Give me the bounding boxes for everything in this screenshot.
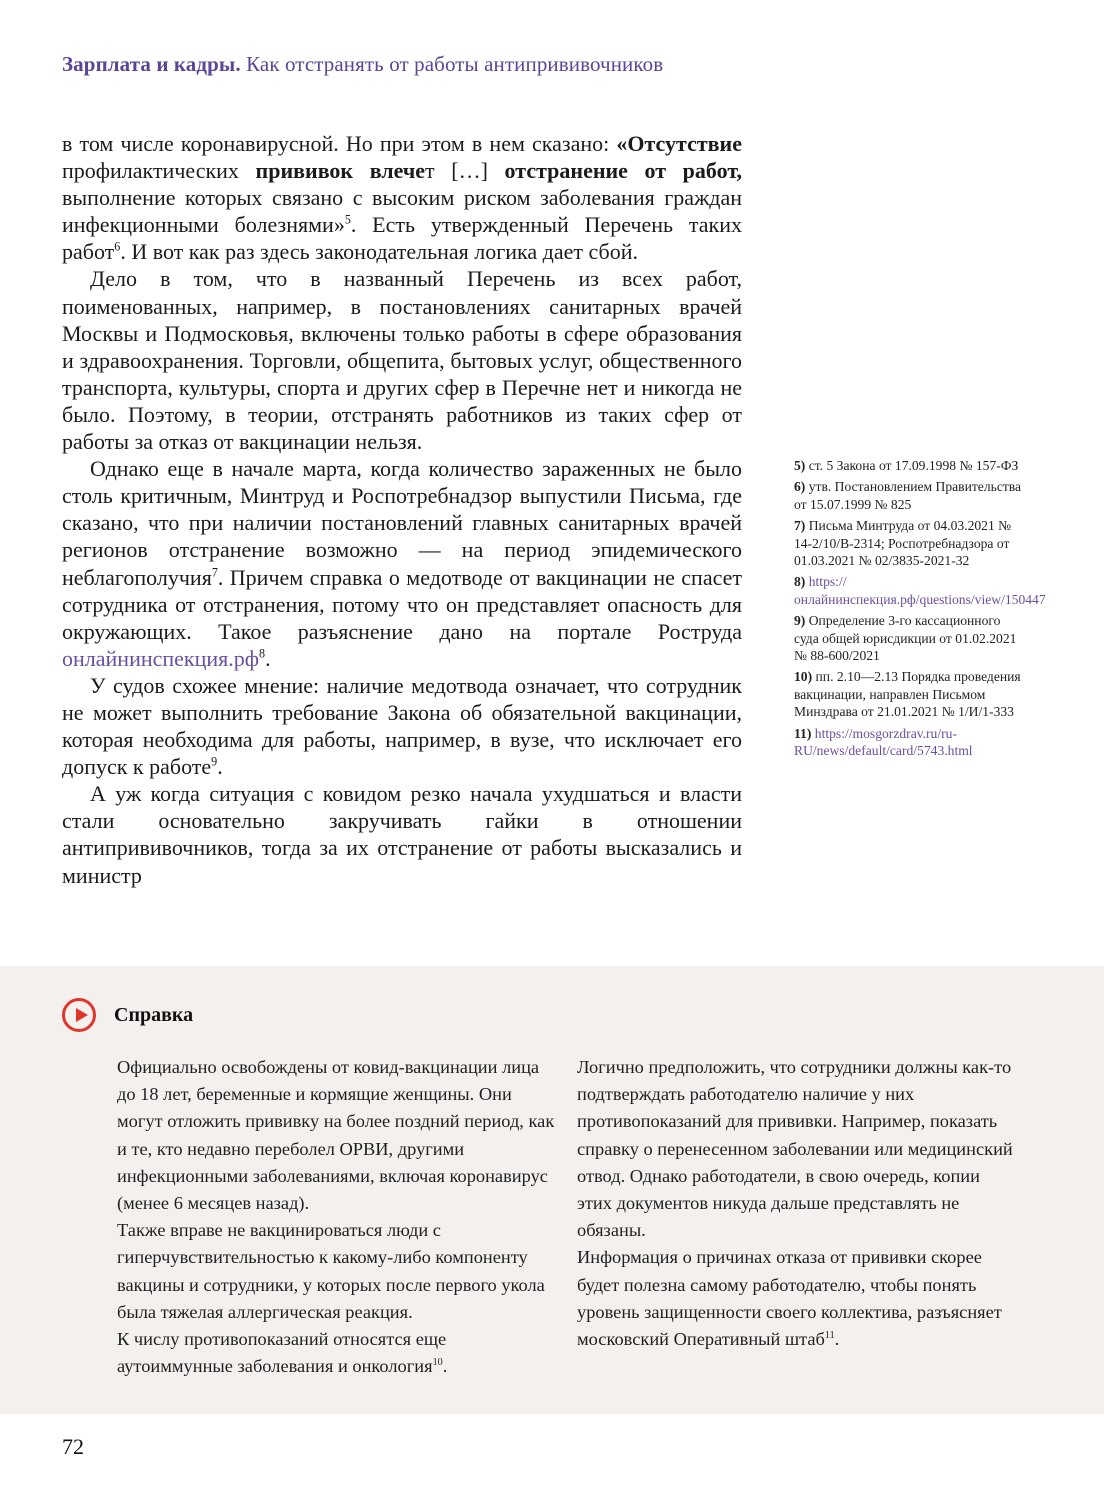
callout-title: Справка: [114, 1003, 194, 1026]
bold-quote: отстранение от работ,: [504, 158, 742, 184]
callout-column-right: [577, 1054, 1017, 1353]
bold-quote: «Отсутствие: [616, 131, 742, 156]
paragraph: Дело в том, что в названный Перечень из всех работ, поименованных, например, в постановлениях санитарных врачей Москвы и Подмосковья, включены только работы в сфере образования и здравоохранения. Торговли, общепита, бытовых услуг, общественного транспорта, культуры, спорта и других сфер в Перечне нет и никогда не было. Поэтому, в теории, отстранять работников из таких сфер от работы за отказ от вакцинации нельзя.: [62, 266, 742, 455]
text: .: [217, 754, 223, 780]
footnote-number: 6): [794, 479, 806, 495]
page-number: 72: [62, 1434, 84, 1459]
text: .: [834, 1329, 840, 1350]
footnote-5: [794, 457, 1024, 474]
footnote-text: утв. Постановлением Правительства от 15.07.1999 № 825: [794, 479, 1022, 512]
text: Однако еще в начале марта, когда количество зараженных не было столь критичным, Минтруд и Роспотребнадзор выпустили Письма, где сказано, что при наличии постановлений главных санитарных врачей регионов отстранение возможно — на период эпидемического неблагополучия: [62, 456, 742, 590]
footnote-text: Письма Минтруда от 04.03.2021 № 14-2/10/В-2314; Роспотребнадзора от 01.03.2021 № 02/3835-2021-32: [794, 518, 1012, 569]
text: профилактических: [62, 158, 256, 184]
footnote-8: [794, 573, 1046, 608]
footnotes: [794, 457, 1046, 764]
running-head: [62, 52, 663, 77]
paragraph: [62, 130, 742, 265]
footnote-ref[interactable]: 5: [344, 212, 351, 227]
footnote-ref[interactable]: 10: [432, 1357, 443, 1369]
footnote-9: [794, 612, 1024, 664]
footnote-link[interactable]: https://онлайнинспекция.рф/questions/view/150447: [794, 574, 1046, 607]
callout-paragraph: [117, 1326, 557, 1380]
wavy-edge: [0, 960, 1104, 968]
article-body: [62, 130, 742, 889]
footnote-10: [794, 668, 1024, 720]
footnote-ref[interactable]: 6: [114, 240, 121, 255]
text: У судов схожее мнение: наличие медотвода означает, что сотрудник не может выполнить требование Закона об обязательной вакцинации, которая необходима для работы, например, в вузе, что исключает его допуск к работе: [62, 672, 742, 780]
footnote-text: пп. 2.10—2.13 Порядка проведения вакцинации, направлен Письмом Минздрава от 21.01.2021 № 1/И/1-333: [794, 669, 1021, 720]
text: . И вот как раз здесь законодательная логика дает сбой.: [120, 239, 638, 265]
footnote-number: 8): [794, 574, 806, 590]
text: т […]: [425, 158, 505, 184]
bold-quote: прививок влече: [255, 158, 426, 184]
footnote-text: Определение 3-го кассационного суда общей юрисдикции от 01.02.2021 № 88-600/2021: [794, 613, 1017, 664]
text: в том числе коронавирусной. Но при этом в нем сказано:: [62, 131, 617, 156]
footnote-7: [794, 517, 1024, 569]
text: К числу противопоказаний относятся еще аутоиммунные заболевания и онкология: [117, 1329, 447, 1377]
text: выполнение которых связано с высоким риском заболевания граждан инфекционными болезнями»: [62, 185, 742, 238]
footnote-text: ст. 5 Закона от 17.09.1998 № 157-ФЗ: [808, 458, 1019, 473]
portal-link[interactable]: онлайнинспекция.рф: [62, 645, 260, 671]
footnote-number: 5): [794, 458, 806, 473]
footnote-ref[interactable]: 9: [211, 754, 218, 769]
paragraph: [62, 455, 742, 672]
footnote-number: 10): [794, 669, 813, 685]
footnote-number: 11): [794, 725, 812, 741]
paragraph: [62, 672, 742, 780]
footnote-link[interactable]: https://mosgorzdrav.ru/ru-RU/news/default/card/5743.html: [794, 725, 973, 759]
footnote-ref[interactable]: 7: [211, 565, 218, 580]
callout-paragraph: [577, 1244, 1017, 1353]
text: Информация о причинах отказа от прививки скорее будет полезна самому работодателю, чтобы понять уровень защищенности своего коллектива, разъясняет московский Оперативный штаб: [577, 1247, 1002, 1350]
play-circle-icon: [62, 998, 96, 1032]
footnote-11: [794, 725, 1024, 760]
paragraph: А уж когда ситуация с ковидом резко начала ухудшаться и власти стали основательно закручивать гайки в отношении антипрививочников, тогда за их отстранение от работы высказались и министр: [62, 781, 742, 888]
callout-header: [62, 996, 193, 1034]
text: . Причем справка о медотводе от вакцинации не спасет сотрудника от отстранения, потому что он представляет опасность для окружающих. Такое разъяснение дано на портале Роструда: [62, 564, 742, 644]
callout-paragraph: Официально освобождены от ковид-вакцинации лица до 18 лет, беременные и кормящие женщины. Они могут отложить прививку на более поздний период, как и те, кто недавно переболел ОРВИ, другими инфекционными заболеваниями, включая коронавирус (менее 6 месяцев назад).: [117, 1057, 555, 1214]
footnote-6: [794, 478, 1024, 513]
callout-paragraph: Также вправе не вакцинироваться люди с гиперчувствительностью к какому-либо компоненту вакцины и сотрудники, у которых после первого укола была тяжелая аллергическая реакция.: [117, 1220, 545, 1322]
footnote-ref[interactable]: 8: [259, 646, 266, 661]
text: .: [442, 1356, 448, 1377]
info-callout: [0, 966, 1104, 1414]
article-title: Как отстранять от работы антипрививочников: [246, 52, 664, 76]
callout-column-left: [117, 1054, 557, 1380]
callout-paragraph: Логично предположить, что сотрудники должны как-то подтверждать работодателю наличие у них противопоказаний для прививки. Например, показать справку о перенесенном заболевании или медицинский отвод. Однако работодатели, в свою очередь, копии этих документов никуда дальше представлять не обязаны.: [577, 1057, 1013, 1241]
text: .: [265, 645, 271, 671]
footnote-number: 9): [794, 613, 806, 629]
section-name: Зарплата и кадры.: [62, 52, 241, 76]
footnote-number: 7): [794, 518, 806, 534]
text: . Есть утвержденный Перечень таких работ: [62, 212, 742, 265]
footnote-ref[interactable]: 11: [824, 1329, 835, 1341]
